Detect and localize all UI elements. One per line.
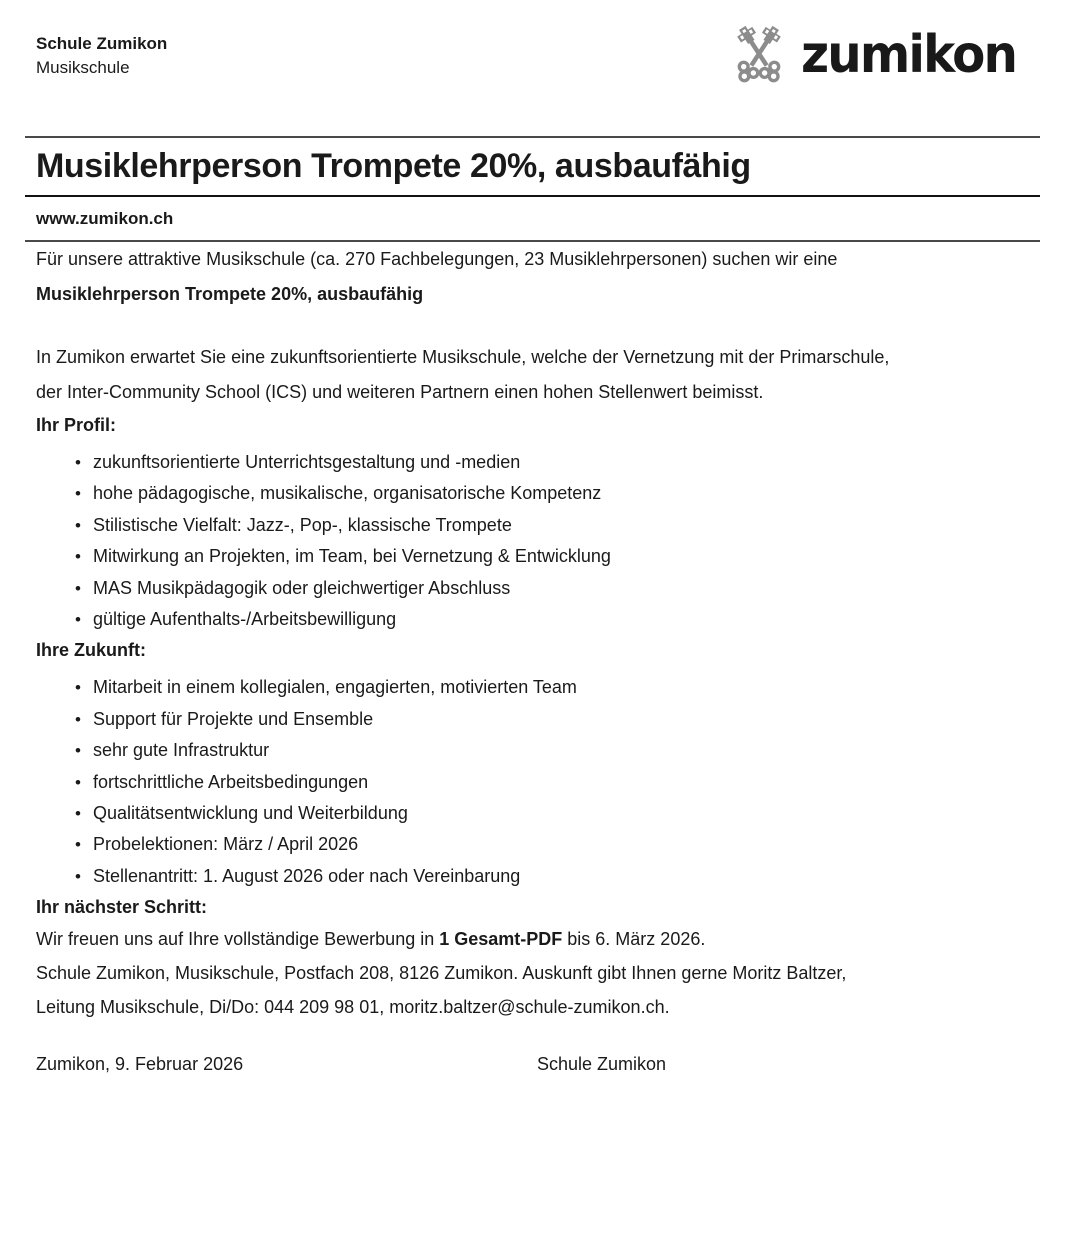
letterhead: [36, 26, 1040, 100]
list-item: [75, 510, 1040, 541]
list-item: [75, 861, 1040, 892]
closing-line-1-post: bis 6. März 2026.: [562, 929, 706, 950]
list-item: [75, 704, 1040, 735]
list-item-text: MAS Musikpädagogik oder gleichwertiger Abschluss: [93, 577, 511, 598]
position-title: Musiklehrperson Trompete 20%, ausbaufähig: [36, 284, 424, 304]
list-item-text: sehr gute Infrastruktur: [93, 740, 270, 761]
document-body: [36, 242, 1040, 1079]
closing-line-3: Leitung Musikschule, Di/Do: 044 209 98 01, moritz.baltzer@schule-zumikon.ch.: [36, 997, 670, 1018]
place-and-date: Zumikon, 9. Februar 2026: [36, 1054, 244, 1075]
document-footer: [36, 1049, 1040, 1079]
list-item-text: gültige Aufenthalts-/Arbeitsbewilligung: [93, 609, 397, 630]
bullet-marker: •: [75, 772, 81, 792]
intro-paragraph: Für unsere attraktive Musikschule (ca. 270 Fachbelegungen, 23 Musiklehrpersonen) suchen wir eine: [36, 249, 838, 269]
bullet-marker: •: [75, 578, 81, 598]
list-item: [75, 604, 1040, 635]
list-item: [75, 541, 1040, 572]
list-item-text: Support für Projekte und Ensemble: [93, 708, 374, 729]
section-heading-next-step: Ihr nächster Schritt:: [36, 897, 208, 918]
bullet-marker: •: [75, 835, 81, 855]
list-item: [75, 672, 1040, 703]
org-name: Schule Zumikon: [36, 34, 168, 53]
bullet-marker: •: [75, 866, 81, 886]
about-line: In Zumikon erwartet Sie eine zukunftsorientierte Musikschule, welche der Vernetzung mit der Primarschule,: [36, 347, 890, 367]
bullet-marker: •: [75, 484, 81, 504]
list-item: [75, 829, 1040, 860]
logo-wordmark: zumikon: [800, 25, 1016, 85]
bullet-marker: •: [75, 547, 81, 567]
list-item-text: hohe pädagogische, musikalische, organisatorische Kompetenz: [93, 483, 602, 504]
org-block: [36, 26, 167, 80]
future-list: [36, 672, 1040, 892]
list-item: [75, 767, 1040, 798]
section-heading-profile: Ihr Profil:: [36, 415, 116, 435]
about-line: der Inter-Community School (ICS) und weiteren Partnern einen hohen Stellenwert beimisst.: [36, 382, 764, 402]
closing-line-2: Schule Zumikon, Musikschule, Postfach 208, 8126 Zumikon. Auskunft gibt Ihnen gerne Moritz Baltzer,: [36, 963, 847, 984]
closing-line-1: [36, 929, 705, 949]
divider-top: [25, 136, 1040, 138]
list-item: [75, 478, 1040, 509]
list-item-text: Stellenantritt: 1. August 2026 oder nach Vereinbarung: [93, 865, 521, 886]
list-item-text: Qualitätsentwicklung und Weiterbildung: [93, 803, 408, 824]
page-title: Musiklehrperson Trompete 20%, ausbaufähig: [36, 147, 751, 185]
bullet-marker: •: [75, 804, 81, 824]
section-heading-future: Ihre Zukunft:: [36, 640, 146, 661]
crossed-keys-icon: [727, 20, 791, 90]
list-item: [75, 447, 1040, 478]
bullet-marker: •: [75, 678, 81, 698]
title-block: [25, 136, 1040, 242]
list-item-text: Probelektionen: März / April 2026: [93, 834, 359, 855]
zumikon-logo: [727, 20, 1032, 90]
list-item: [75, 573, 1040, 604]
list-item-text: fortschrittliche Arbeitsbedingungen: [93, 771, 369, 792]
closing-line-1-pre: Wir freuen uns auf Ihre vollständige Bewerbung in: [36, 929, 440, 950]
divider-middle: [25, 195, 1040, 197]
about-paragraph: [36, 340, 1040, 410]
list-item: [75, 798, 1040, 829]
bullet-marker: •: [75, 709, 81, 729]
bullet-marker: •: [75, 610, 81, 630]
list-item: [75, 735, 1040, 766]
list-item-text: Stilistische Vielfalt: Jazz-, Pop-, klassische Trompete: [93, 514, 512, 535]
list-item-text: Mitarbeit in einem kollegialen, engagierten, motivierten Team: [93, 677, 577, 698]
profile-list: [36, 447, 1040, 635]
signature-org: Schule Zumikon: [537, 1054, 667, 1075]
closing-line-1-bold: 1 Gesamt-PDF: [439, 929, 563, 950]
website-url: www.zumikon.ch: [36, 209, 174, 228]
bullet-marker: •: [75, 741, 81, 761]
org-department: Musikschule: [36, 58, 130, 77]
closing-paragraph: [36, 922, 1040, 1024]
list-item-text: Mitwirkung an Projekten, im Team, bei Vernetzung & Entwicklung: [93, 546, 611, 567]
bullet-marker: •: [75, 515, 81, 535]
bullet-marker: •: [75, 453, 81, 472]
list-item-text: zukunftsorientierte Unterrichtsgestaltung und -medien: [93, 452, 521, 472]
